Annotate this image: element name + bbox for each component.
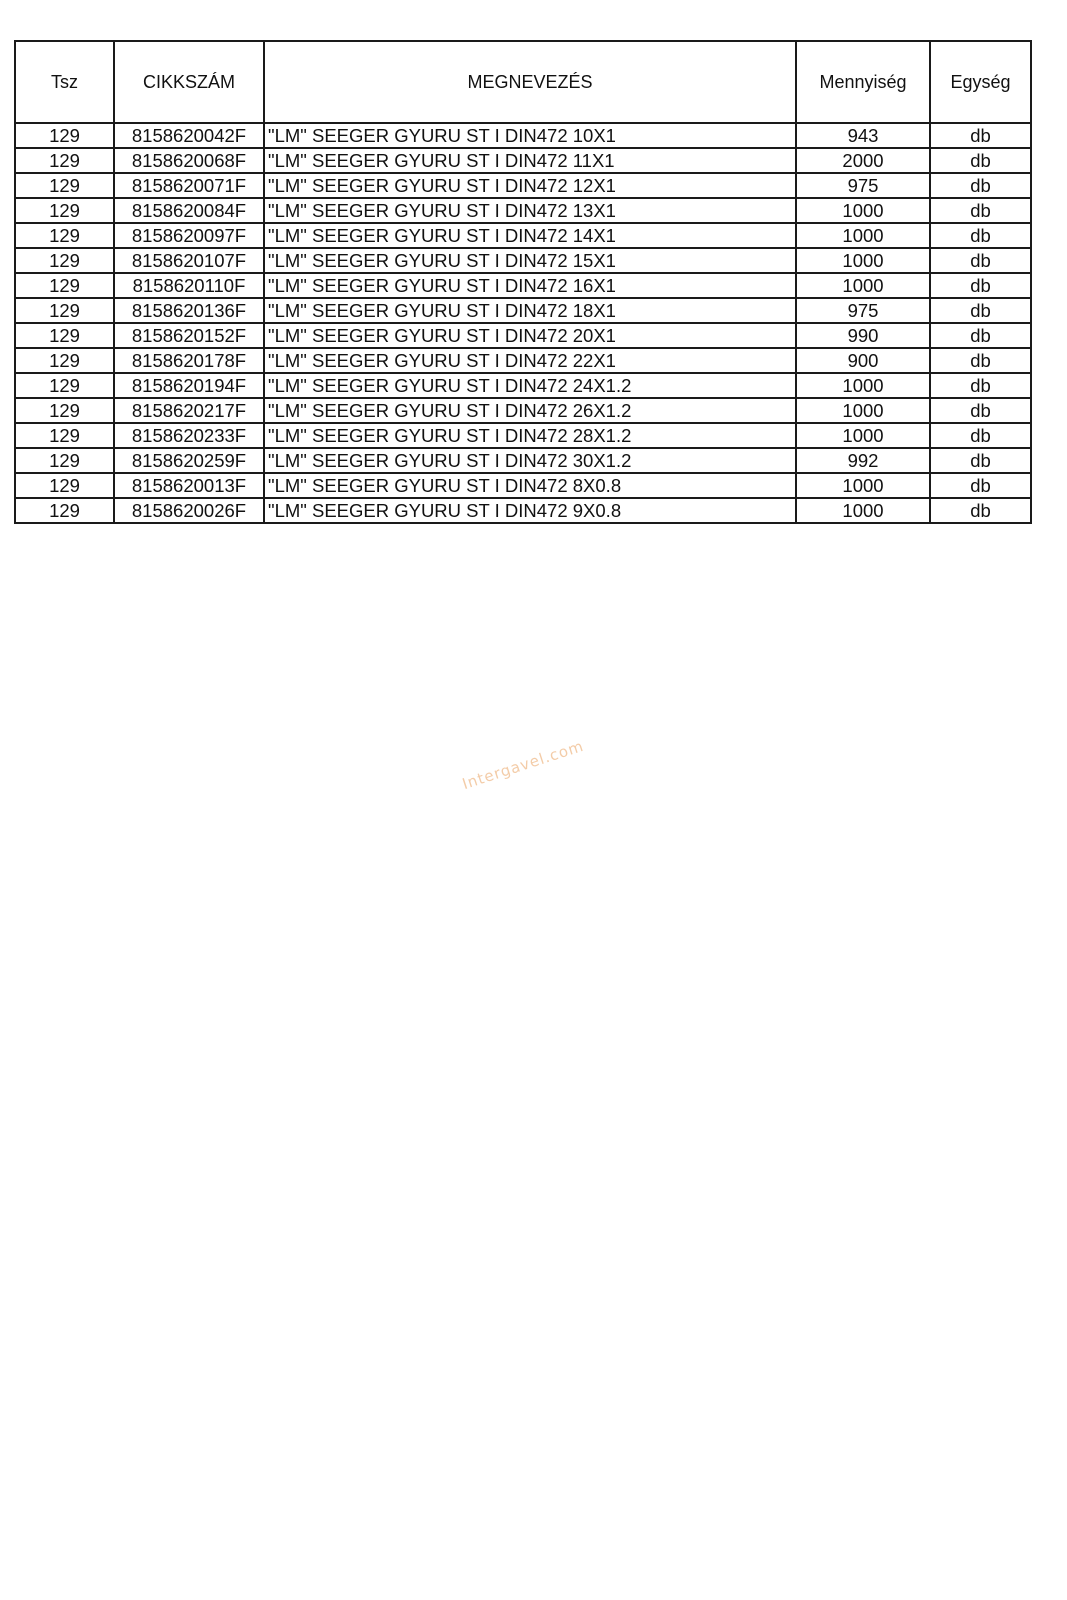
cell-tsz: 129 [15,298,114,323]
table-row [15,473,1031,498]
cell-cikkszam: 8158620194F [114,373,264,398]
cell-egyseg: db [930,198,1031,223]
cell-tsz: 129 [15,473,114,498]
cell-tsz: 129 [15,148,114,173]
table-row [15,448,1031,473]
table-row [15,323,1031,348]
cell-megnevezes: "LM" SEEGER GYURU ST I DIN472 30X1.2 [264,448,796,473]
cell-cikkszam: 8158620259F [114,448,264,473]
cell-megnevezes: "LM" SEEGER GYURU ST I DIN472 22X1 [264,348,796,373]
cell-tsz: 129 [15,248,114,273]
header-row [15,41,1031,123]
cell-mennyiseg: 1000 [796,198,930,223]
cell-megnevezes: "LM" SEEGER GYURU ST I DIN472 24X1.2 [264,373,796,398]
cell-cikkszam: 8158620107F [114,248,264,273]
cell-egyseg: db [930,123,1031,148]
cell-mennyiseg: 1000 [796,373,930,398]
cell-egyseg: db [930,498,1031,523]
cell-tsz: 129 [15,348,114,373]
cell-megnevezes: "LM" SEEGER GYURU ST I DIN472 13X1 [264,198,796,223]
cell-megnevezes: "LM" SEEGER GYURU ST I DIN472 12X1 [264,173,796,198]
cell-egyseg: db [930,148,1031,173]
cell-tsz: 129 [15,373,114,398]
cell-tsz: 129 [15,198,114,223]
cell-tsz: 129 [15,323,114,348]
header-cikkszam: CIKKSZÁM [114,41,264,123]
cell-mennyiseg: 1000 [796,223,930,248]
cell-cikkszam: 8158620097F [114,223,264,248]
header-egyseg: Egység [930,41,1031,123]
table-row [15,248,1031,273]
cell-mennyiseg: 975 [796,298,930,323]
table-header [15,41,1031,123]
cell-egyseg: db [930,323,1031,348]
table-row [15,348,1031,373]
cell-tsz: 129 [15,398,114,423]
cell-mennyiseg: 1000 [796,423,930,448]
cell-megnevezes: "LM" SEEGER GYURU ST I DIN472 14X1 [264,223,796,248]
document-sheet [14,40,1030,524]
cell-cikkszam: 8158620136F [114,298,264,323]
cell-cikkszam: 8158620042F [114,123,264,148]
cell-mennyiseg: 2000 [796,148,930,173]
cell-megnevezes: "LM" SEEGER GYURU ST I DIN472 26X1.2 [264,398,796,423]
cell-tsz: 129 [15,498,114,523]
table-row [15,298,1031,323]
cell-megnevezes: "LM" SEEGER GYURU ST I DIN472 10X1 [264,123,796,148]
cell-mennyiseg: 1000 [796,273,930,298]
cell-tsz: 129 [15,273,114,298]
cell-megnevezes: "LM" SEEGER GYURU ST I DIN472 11X1 [264,148,796,173]
cell-megnevezes: "LM" SEEGER GYURU ST I DIN472 8X0.8 [264,473,796,498]
cell-tsz: 129 [15,123,114,148]
header-mennyiseg: Mennyiség [796,41,930,123]
cell-cikkszam: 8158620178F [114,348,264,373]
cell-cikkszam: 8158620071F [114,173,264,198]
cell-tsz: 129 [15,223,114,248]
table-row [15,123,1031,148]
cell-egyseg: db [930,348,1031,373]
cell-egyseg: db [930,298,1031,323]
header-megnevezes: MEGNEVEZÉS [264,41,796,123]
cell-egyseg: db [930,423,1031,448]
cell-megnevezes: "LM" SEEGER GYURU ST I DIN472 16X1 [264,273,796,298]
cell-egyseg: db [930,398,1031,423]
cell-egyseg: db [930,223,1031,248]
cell-megnevezes: "LM" SEEGER GYURU ST I DIN472 28X1.2 [264,423,796,448]
table-row [15,198,1031,223]
cell-cikkszam: 8158620233F [114,423,264,448]
cell-egyseg: db [930,273,1031,298]
cell-mennyiseg: 1000 [796,498,930,523]
cell-egyseg: db [930,173,1031,198]
cell-egyseg: db [930,448,1031,473]
cell-cikkszam: 8158620084F [114,198,264,223]
header-tsz: Tsz [15,41,114,123]
table-row [15,273,1031,298]
cell-mennyiseg: 1000 [796,398,930,423]
table-row [15,148,1031,173]
inventory-table [14,40,1032,524]
cell-cikkszam: 8158620013F [114,473,264,498]
cell-megnevezes: "LM" SEEGER GYURU ST I DIN472 18X1 [264,298,796,323]
cell-mennyiseg: 990 [796,323,930,348]
cell-mennyiseg: 943 [796,123,930,148]
cell-tsz: 129 [15,173,114,198]
table-row [15,373,1031,398]
cell-tsz: 129 [15,423,114,448]
cell-tsz: 129 [15,448,114,473]
cell-mennyiseg: 992 [796,448,930,473]
cell-egyseg: db [930,473,1031,498]
cell-cikkszam: 8158620068F [114,148,264,173]
cell-megnevezes: "LM" SEEGER GYURU ST I DIN472 15X1 [264,248,796,273]
table-row [15,498,1031,523]
cell-mennyiseg: 1000 [796,248,930,273]
cell-megnevezes: "LM" SEEGER GYURU ST I DIN472 20X1 [264,323,796,348]
cell-egyseg: db [930,373,1031,398]
table-row [15,223,1031,248]
cell-mennyiseg: 975 [796,173,930,198]
table-row [15,173,1031,198]
table-row [15,398,1031,423]
cell-egyseg: db [930,248,1031,273]
table-row [15,423,1031,448]
cell-cikkszam: 8158620217F [114,398,264,423]
cell-cikkszam: 8158620152F [114,323,264,348]
cell-cikkszam: 8158620026F [114,498,264,523]
watermark-text: Intergavel.com [460,736,587,794]
table-body [15,123,1031,523]
cell-mennyiseg: 1000 [796,473,930,498]
cell-mennyiseg: 900 [796,348,930,373]
cell-megnevezes: "LM" SEEGER GYURU ST I DIN472 9X0.8 [264,498,796,523]
cell-cikkszam: 8158620110F [114,273,264,298]
